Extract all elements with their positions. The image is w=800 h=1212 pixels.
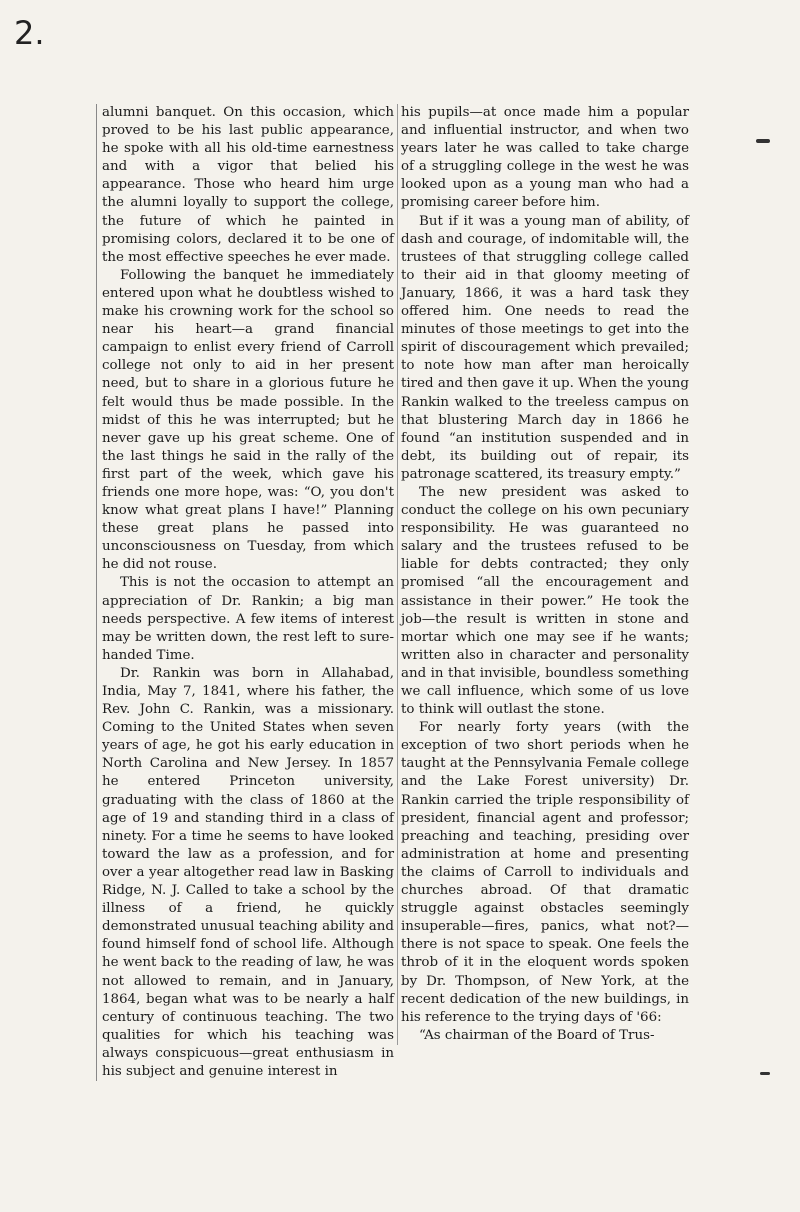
right-paragraph-4: For nearly forty years (with the exception of two short periods when he taught at the Pennsylvania Female college and the Lake Forest university) Dr. Rankin carried the triple responsibility of president, financial agent and professor; preaching and teaching, presiding over administration at home and presenting the claims of Carroll to individuals and churches abroad. Of that dramatic struggle against obstacles seemingly insuperable—fires, panics, what not?—there is not space to speak. One feels the throb of it in the eloquent words spoken by Dr. Thompson, of New York, at the recent dedication of the new buildings, in his reference to the trying days of '66: bbox=[401, 720, 689, 1025]
left-paragraph-4: Dr. Rankin was born in Allahabad, India, May 7, 1841, where his father, the Rev. John C. Rankin, was a missionary. Coming to the United States when seven years of age, he got his early education in North Carolina and New Jersey. In 1857 he entered Princeton university, graduating with the class of 1860 at the age of 19 and standing third in a class of ninety. For a time he seems to have looked toward the law as a profession, and for over a year altogether read law in Basking Ridge, N. J. Called to take a school by the illness of a friend, he quickly demonstrated unusual teaching ability and found himself fond of school life. Although he went back to the reading of law, he was not allowed to remain, and in January, 1864, began what was to be nearly a half century of continuous teaching. The two qualities for which his teaching was always conspicuous—great enthusiasm in his subject and genuine interest in bbox=[102, 665, 394, 1079]
right-paragraph-5: “As chairman of the Board of Trus- bbox=[419, 1027, 655, 1043]
margin-mark bbox=[760, 1072, 770, 1075]
right-paragraph-2: But if it was a young man of ability, of dash and courage, of indomitable will, the trustees of that struggling college called to their aid in that gloomy meeting of January, 1866, it was a hard task they offered him. One needs to read the minutes of those meetings to get into the spirit of discouragement which prevailed; to note how man after man heroically tired and then gave it up. When the young Rankin walked to the treeless campus on that blustering March day in 1866 he found “an institution suspended and in debt, its building out of repair, its patronage scattered, its treasury empty.” bbox=[401, 213, 689, 482]
left-column bbox=[96, 104, 394, 1081]
right-paragraph-3: The new president was asked to conduct the college on his own pecuniary responsibility. He was guaranteed no salary and the trustees refused to be liable for debts contracted; they only promised “all the encouragement and assistance in their power.” He took the job—the result is written in stone and mortar which one may see if he wants; written also in character and personality and in that invisible, boundless something we call influence, which some of us love to think will outlast the stone. bbox=[401, 484, 689, 718]
right-column bbox=[397, 104, 689, 1045]
right-paragraph-1: his pupils—at once made him a popular and influential instructor, and when two years later he was called to take charge of a struggling college in the west he was looked upon as a young man who had a promising career before him. bbox=[401, 105, 689, 211]
left-paragraph-1: alumni banquet. On this occasion, which proved to be his last public appearance, he spoke with all his old-time earnestness and with a vigor that belied his appearance. Those who heard him urge the alumni loyally to support the college, the future of which he painted in promising colors, declared it to be one of the most effective speeches he ever made. bbox=[102, 105, 394, 265]
left-paragraph-3: This is not the occasion to attempt an appreciation of Dr. Rankin; a big man needs perspective. A few items of interest may be written down, the rest left to sure-handed Time. bbox=[102, 575, 394, 663]
page-number: 2. bbox=[14, 14, 45, 52]
margin-mark bbox=[756, 139, 770, 143]
left-paragraph-2: Following the banquet he immediately entered upon what he doubtless wished to make his crowning work for the school so near his heart—a grand financial campaign to enlist every friend of Carroll college not only to aid in her present need, but to share in a glorious future he felt would thus be made possible. In the midst of this he was interrupted; but he never gave up his great scheme. One of the last things he said in the rally of the first part of the week, which gave his friends one more hope, was: “O, you don't know what great plans I have!” Planning these great plans he passed into unconsciousness on Tuesday, from which he did not rouse. bbox=[102, 267, 394, 573]
